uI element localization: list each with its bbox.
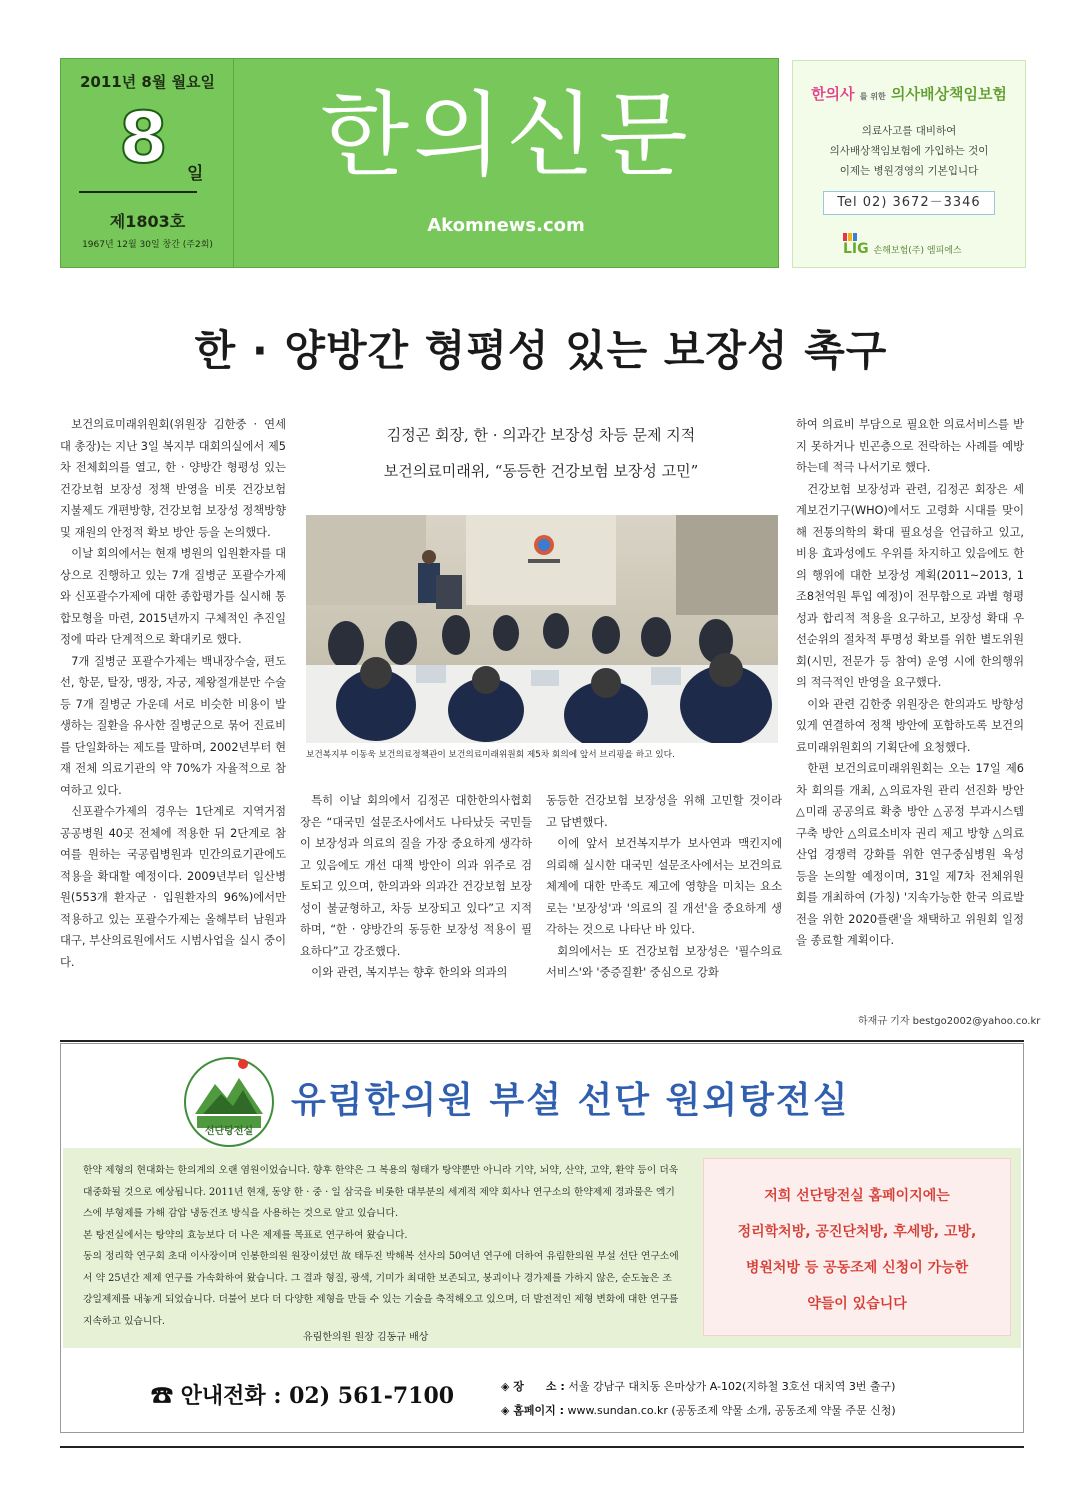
masthead-title-box xyxy=(233,58,779,268)
clinic-homepage xyxy=(501,1402,896,1418)
paragraph: 동의 정리학 연구회 초대 이사장이며 인봉한의원 원장이셨던 故 태두진 박해복 선사의 50여년 연구에 더하여 유림한의원 부설 선단 연구소에서 약 25년간 제제 연구를 가속화하여 왔습니다. 그 결과 형질, 광색, 기미가 최대한 보존되고, 붕괴이나 경가제를 가하지 않은, 순도높은 조강일제제를 내놓게 되었습니다. 더불어 보다 더 다양한 제형을 만들 수 있는 기술을 축적해오고 있으며, 더 발전적인 제형 변화에 대한 연구를 지속하고 있습니다. xyxy=(83,1251,679,1327)
clinic-ad-callout xyxy=(703,1158,1011,1336)
photo-caption: 보건복지부 이동욱 보건의료정책관이 보건의료미래위원회 제5차 회의에 앞서 브리핑을 하고 있다. xyxy=(306,750,675,760)
section-divider xyxy=(60,1040,1024,1042)
homepage-value[interactable]: www.sundan.co.kr (공동조제 약물 소개, 공동조제 약물 주문 신청) xyxy=(567,1404,896,1417)
ad-line-1: 의료사고를 대비하여 xyxy=(861,125,957,137)
clinic-address xyxy=(501,1378,895,1394)
ad-line-2: 의사배상책임보험에 가입하는 것이 xyxy=(829,145,989,157)
day-unit: 일 xyxy=(187,164,204,184)
paragraph: 이와 관련 김한중 위원장은 한의과도 방향성있게 연결하여 정책 방안에 포함하도록 보건의료미래위원회의 기획단에 요청했다. xyxy=(796,697,1024,754)
paragraph: 이에 앞서 보건복지부가 보사연과 맥킨지에 의뢰해 실시한 대국민 설문조사에서는 보건의료체계에 대한 만족도 제고에 영향을 미치는 요소로는 '보장성'과 '의료의 질 개선'을 중요하게 생각하는 것으로 나타난 바 있다. xyxy=(546,837,782,936)
paragraph: 보건의료미래위원회(위원장 김한중 · 연세대 총장)는 지난 3일 복지부 대회의실에서 제5차 전체회의를 열고, 한 · 양방간 형평성 있는 건강보험 보장성 정책 반영을 비롯 건강보험 지불제도 개편방향, 건강보험 보장성 정책방향 및 재원의 안정적 확보 방안 등을 논의했다. xyxy=(60,418,286,539)
paragraph: 건강보험 보장성과 관련, 김정곤 회장은 세계보건기구(WHO)에서도 고령화 시대를 맞이해 전통의학의 확대 필요성을 언급하고 있고, 비용 효과성에도 우위를 차지하고 있음에도 한의 행위에 대한 보장성 계획(2011~2013, 1조8천억원 투입 예정)이 전무함으로 과별 형평성과 합리적 적용을 요구하고, 보장성 확대 우선순위의 절차적 투명성 확보를 위한 별도위원회(시민, 전문가 등 참여) 운영 시에 한의행위의 적극적인 반영을 요구했다. xyxy=(796,482,1024,689)
article-column-1 xyxy=(60,414,286,973)
paragraph: 한약 제형의 현대화는 한의계의 오랜 염원이었습니다. 향후 한약은 그 복용의 형태가 탕약뿐만 아니라 기약, 뇌약, 산약, 고약, 환약 등이 더욱 대중화될 것으로 예상됩니다. 2011년 현재, 동양 한 · 중 · 일 삼국을 비롯한 대부분의 세계적 제약 회사나 연구소의 한약제제 경과물은 엑기스에 부형제를 가해 감압 냉동건조 방식을 사용하는 것으로 알고 있습니다. xyxy=(83,1165,679,1219)
article-headline: 한 · 양방간 형평성 있는 보장성 촉구 xyxy=(194,326,888,375)
meeting-photo xyxy=(306,515,778,743)
paragraph: 특히 이날 회의에서 김정곤 대한한의사협회장은 “대국민 설문조사에서도 나타났듯 국민들이 보장성과 의료의 질을 가장 중요하게 생각하고 있음에도 개선 대책 방안이 의과 위주로 검토되고 있으며, 한의과와 의과간 건강보험 보장성이 불균형하고, 차등 보장되고 있다”고 지적하며, “한 · 양방간의 동등한 보장성 적용이 필요하다”고 강조했다. xyxy=(300,794,532,958)
ad-telephone: Tel 02) 3672－3346 xyxy=(823,191,995,215)
lig-logo-subtext: 손해보험(주) 엠피에스 xyxy=(873,246,962,256)
founded-date: 1967년 12월 30일 창간 (주2회) xyxy=(82,240,213,250)
date-box xyxy=(60,58,235,268)
paragraph: 한편 보건의료미래위원회는 오는 17일 제6차 회의를 개최, △의료자원 관리 선진화 방안 △미래 공공의료 확충 방안 △공정 부과시스템 구축 방안 △의료소비자 권리 제고 방향 △의료산업 경쟁력 강화를 위한 연구중심병원 육성 등을 논의할 예정이며, 31일 제7차 전체위원회를 개최하여 (가칭) '지속가능한 한국 의료발전을 위한 2020플랜'을 채택하고 위원회 일정을 종료할 계획이다. xyxy=(796,762,1024,947)
ad-line-3: 이제는 병원경영의 기본입니다 xyxy=(839,165,979,177)
paragraph: 신포괄수가제의 경우는 1단계로 지역거점 공공병원 40곳 전체에 적용한 뒤 2단계로 참여를 원하는 국공립병원과 민간의료기관에도 적용을 확대할 예정이다. 2009년부터 일산병원(553개 환자군 · 입원환자의 96%)에서만 적용하고 있는 포괄수가제는 올해부터 남원과 대구, 부산의료원에서도 시범사업을 실시 중이다. xyxy=(60,805,286,969)
clinic-advertisement xyxy=(60,1043,1024,1433)
insurance-ad xyxy=(792,60,1026,268)
paragraph: 회의에서는 또 건강보험 보장성은 '필수의료서비스'와 '중증질환' 중심으로 강화 xyxy=(546,944,782,979)
lig-logo xyxy=(843,241,962,257)
article-subhead-1: 김정곤 회장, 한 · 의과간 보장성 차등 문제 지적 xyxy=(386,426,696,444)
date-line: 2011년 8월 월요일 xyxy=(79,73,216,91)
lig-logo-text: LIG xyxy=(843,241,869,257)
homepage-label: ◈ 홈페이지 : xyxy=(501,1404,565,1417)
newspaper-url[interactable]: Akomnews.com xyxy=(427,215,585,236)
callout-line-3: 병원처방 등 공동조제 신청이 가능한 xyxy=(745,1260,969,1276)
clinic-ad-title: 유림한의원 부설 선단 원외탕전실 xyxy=(291,1080,850,1121)
address-label: ◈ 장 소 : xyxy=(501,1380,565,1393)
ad-head-target: 한의사 xyxy=(811,85,855,103)
paragraph: 하여 의료비 부담으로 필요한 의료서비스를 받지 못하거나 빈곤층으로 전락하는 사례를 예방하는데 적극 나서기로 했다. xyxy=(796,418,1024,474)
callout-line-1: 저희 선단탕전실 홈페이지에는 xyxy=(764,1188,950,1204)
paragraph: 본 탕전실에서는 탕약의 효능보다 더 나은 제제를 목표로 연구하여 왔습니다. xyxy=(83,1229,408,1241)
reporter-byline: 하재규 기자 bestgo2002@yahoo.co.kr xyxy=(858,1016,1041,1027)
date-divider xyxy=(79,191,197,193)
insurance-ad-headline xyxy=(803,83,1015,104)
article-column-3 xyxy=(546,790,782,984)
bottom-divider xyxy=(60,1446,1024,1448)
article-subhead-2: 보건의료미래위, “동등한 건강보험 보장성 고민” xyxy=(383,462,699,480)
sundan-logo-text: 선단탕전실 xyxy=(204,1126,254,1137)
callout-line-2: 정리학처방, 공진단처방, 후세방, 고방, xyxy=(737,1224,977,1240)
clinic-ad-body xyxy=(83,1160,681,1332)
newspaper-name: 한의신문 xyxy=(320,82,692,189)
clinic-ad-body-panel xyxy=(63,1148,1021,1348)
address-value: 서울 강남구 대치동 은마상가 A-102(지하철 3호선 대치역 3번 출구) xyxy=(568,1380,896,1393)
paragraph: 7개 질병군 포괄수가제는 백내장수술, 편도선, 항문, 탈장, 맹장, 자궁, 제왕절개분만 수술 등 7개 질병군 가운데 서로 비슷한 비용이 발생하는 질환을 유사한 질병군으로 묶어 진료비를 단일화하는 제도를 말하며, 2002년부터 현재 전체 의료기관의 약 70%가 자율적으로 참여하고 있다. xyxy=(60,654,286,797)
article-column-4 xyxy=(796,414,1024,952)
issue-number: 제1803호 xyxy=(109,212,186,231)
clinic-ad-signature: 유림한의원 원장 김동규 배상 xyxy=(303,1332,429,1343)
paragraph: 이날 회의에서는 현재 병원의 입원환자를 대상으로 진행하고 있는 7개 질병군 포괄수가제와 신포괄수가제에 대한 종합평가를 실시해 통합모형을 마련, 2015년까지 구체적인 추진일정에 따라 단계적으로 확대키로 했다. xyxy=(60,547,286,646)
day-number: 8 xyxy=(119,97,168,179)
paragraph: 이와 관련, 복지부는 향후 한의와 의과의 xyxy=(311,966,508,979)
article-column-2 xyxy=(300,790,532,984)
callout-line-4: 약들이 있습니다 xyxy=(807,1296,907,1312)
paragraph: 동등한 건강보험 보장성을 위해 고민할 것이라고 답변했다. xyxy=(546,794,782,829)
ad-head-connector: 를 위한 xyxy=(859,92,886,101)
lig-logo-icon xyxy=(843,233,857,241)
clinic-phone: ☎ 안내전화 : 02) 561-7100 xyxy=(151,1383,455,1409)
ad-head-product: 의사배상책임보험 xyxy=(891,85,1007,103)
